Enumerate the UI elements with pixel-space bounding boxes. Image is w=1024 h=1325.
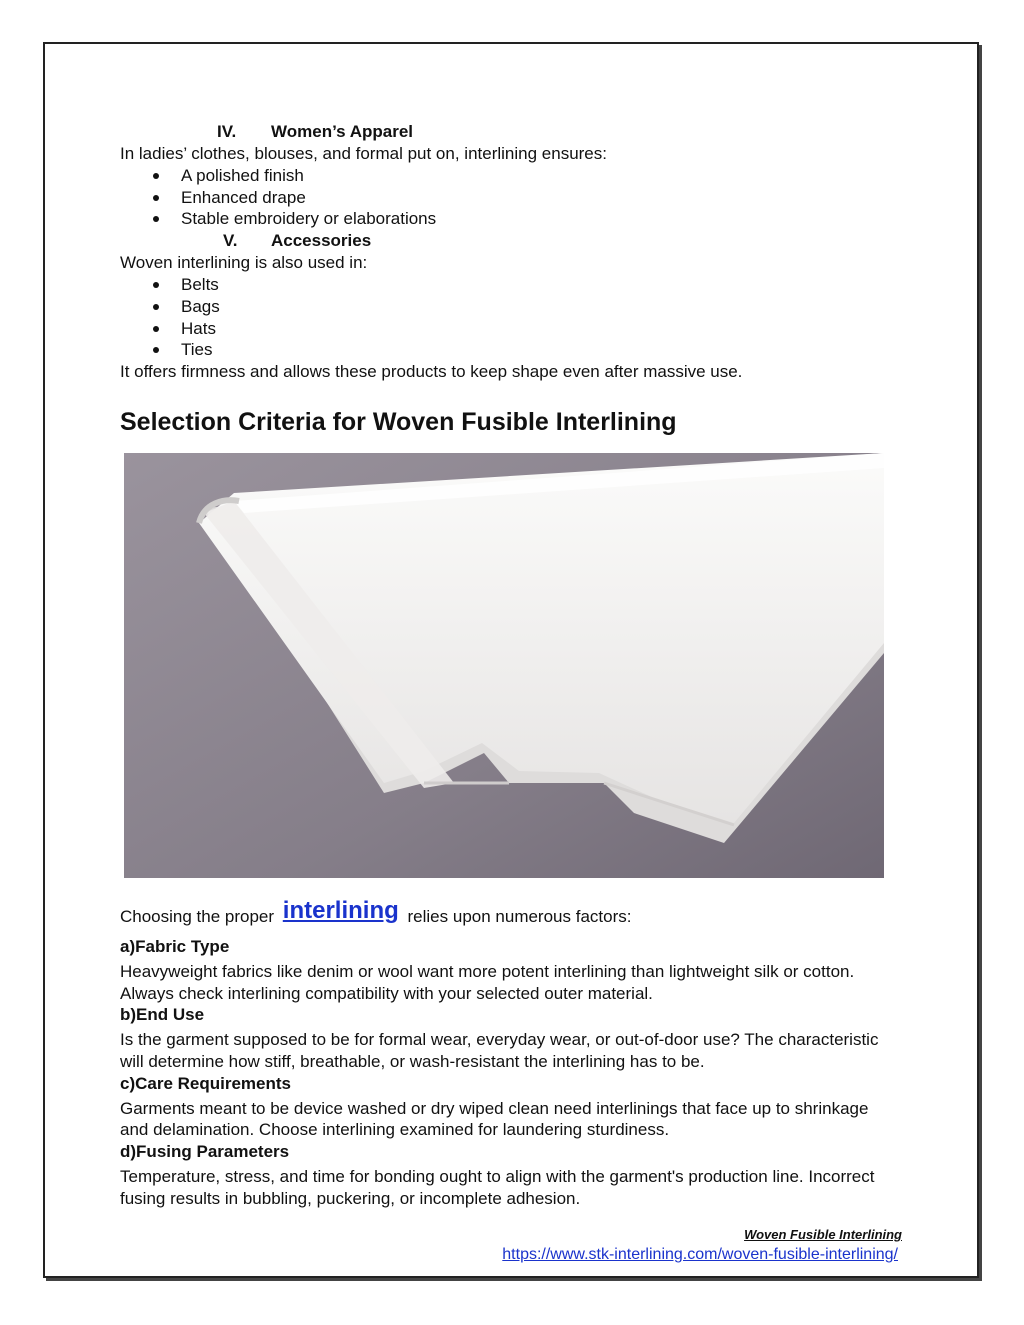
criterion-text: Is the garment supposed to be for formal wear, everyday wear, or out-of-door use? The characteristic will determine how stiff, breathable, or wash-resistant the interlining has to be. — [120, 1030, 879, 1071]
accessories-intro: Woven interlining is also used in: — [120, 253, 368, 273]
criteria-intro — [120, 897, 890, 936]
main-content — [120, 121, 880, 437]
footer-title: Woven Fusible Interlining — [744, 1227, 902, 1242]
criterion-title: d)Fusing Parameters — [120, 1142, 290, 1162]
criterion-text: Temperature, stress, and time for bonding ought to align with the garment's production line. Incorrect fusing results in bubbling, puckering, or incomplete adhesion. — [120, 1166, 875, 1208]
section-heading-womens-apparel — [120, 121, 880, 143]
section-number: V. — [223, 231, 238, 251]
accessories-bullet-list — [120, 274, 880, 361]
criterion-title: b)End Use — [120, 1005, 205, 1025]
section-number: IV. — [217, 122, 237, 141]
selection-criteria-body — [120, 897, 890, 1210]
criterion-text: Garments meant to be device washed or dry wiped clean need interlinings that face up to shrinkage and delamination. Choose interlining examined for laundering sturdiness. — [120, 1098, 869, 1140]
accessories-outro: It offers firmness and allows these products to keep shape even after massive use. — [120, 362, 743, 382]
list-item: Hats — [120, 318, 880, 340]
criterion-title: c)Care Requirements — [120, 1073, 292, 1093]
list-item: Belts — [120, 274, 880, 296]
criterion-text: Heavyweight fabrics like denim or wool want more potent interlining than lightweight silk or cotton. Always check interlining compatibility with your selected outer material. — [120, 961, 855, 1003]
section-title: Accessories — [271, 231, 372, 251]
list-item: Enhanced drape — [120, 187, 880, 209]
list-item: Stable embroidery or elaborations — [120, 208, 880, 230]
list-item: A polished finish — [120, 165, 880, 187]
page-heading: Selection Criteria for Woven Fusible Interlining — [120, 407, 677, 436]
interlining-link[interactable]: interlining — [282, 897, 399, 924]
womens-intro: In ladies’ clothes, blouses, and formal put on, interlining ensures: — [120, 144, 607, 163]
section-heading-accessories — [120, 230, 880, 252]
list-item: Ties — [120, 339, 880, 361]
womens-bullet-list — [120, 165, 880, 230]
criterion-title: a)Fabric Type — [120, 937, 230, 956]
criteria-intro-after: relies upon numerous factors: — [407, 907, 632, 926]
footer-url-link[interactable]: https://www.stk-interlining.com/woven-fusible-interlining/ — [502, 1246, 898, 1263]
criteria-intro-before: Choosing the proper — [120, 907, 275, 926]
list-item: Bags — [120, 296, 880, 318]
interlining-fabric-photo — [124, 453, 884, 878]
section-title: Women’s Apparel — [271, 122, 414, 141]
